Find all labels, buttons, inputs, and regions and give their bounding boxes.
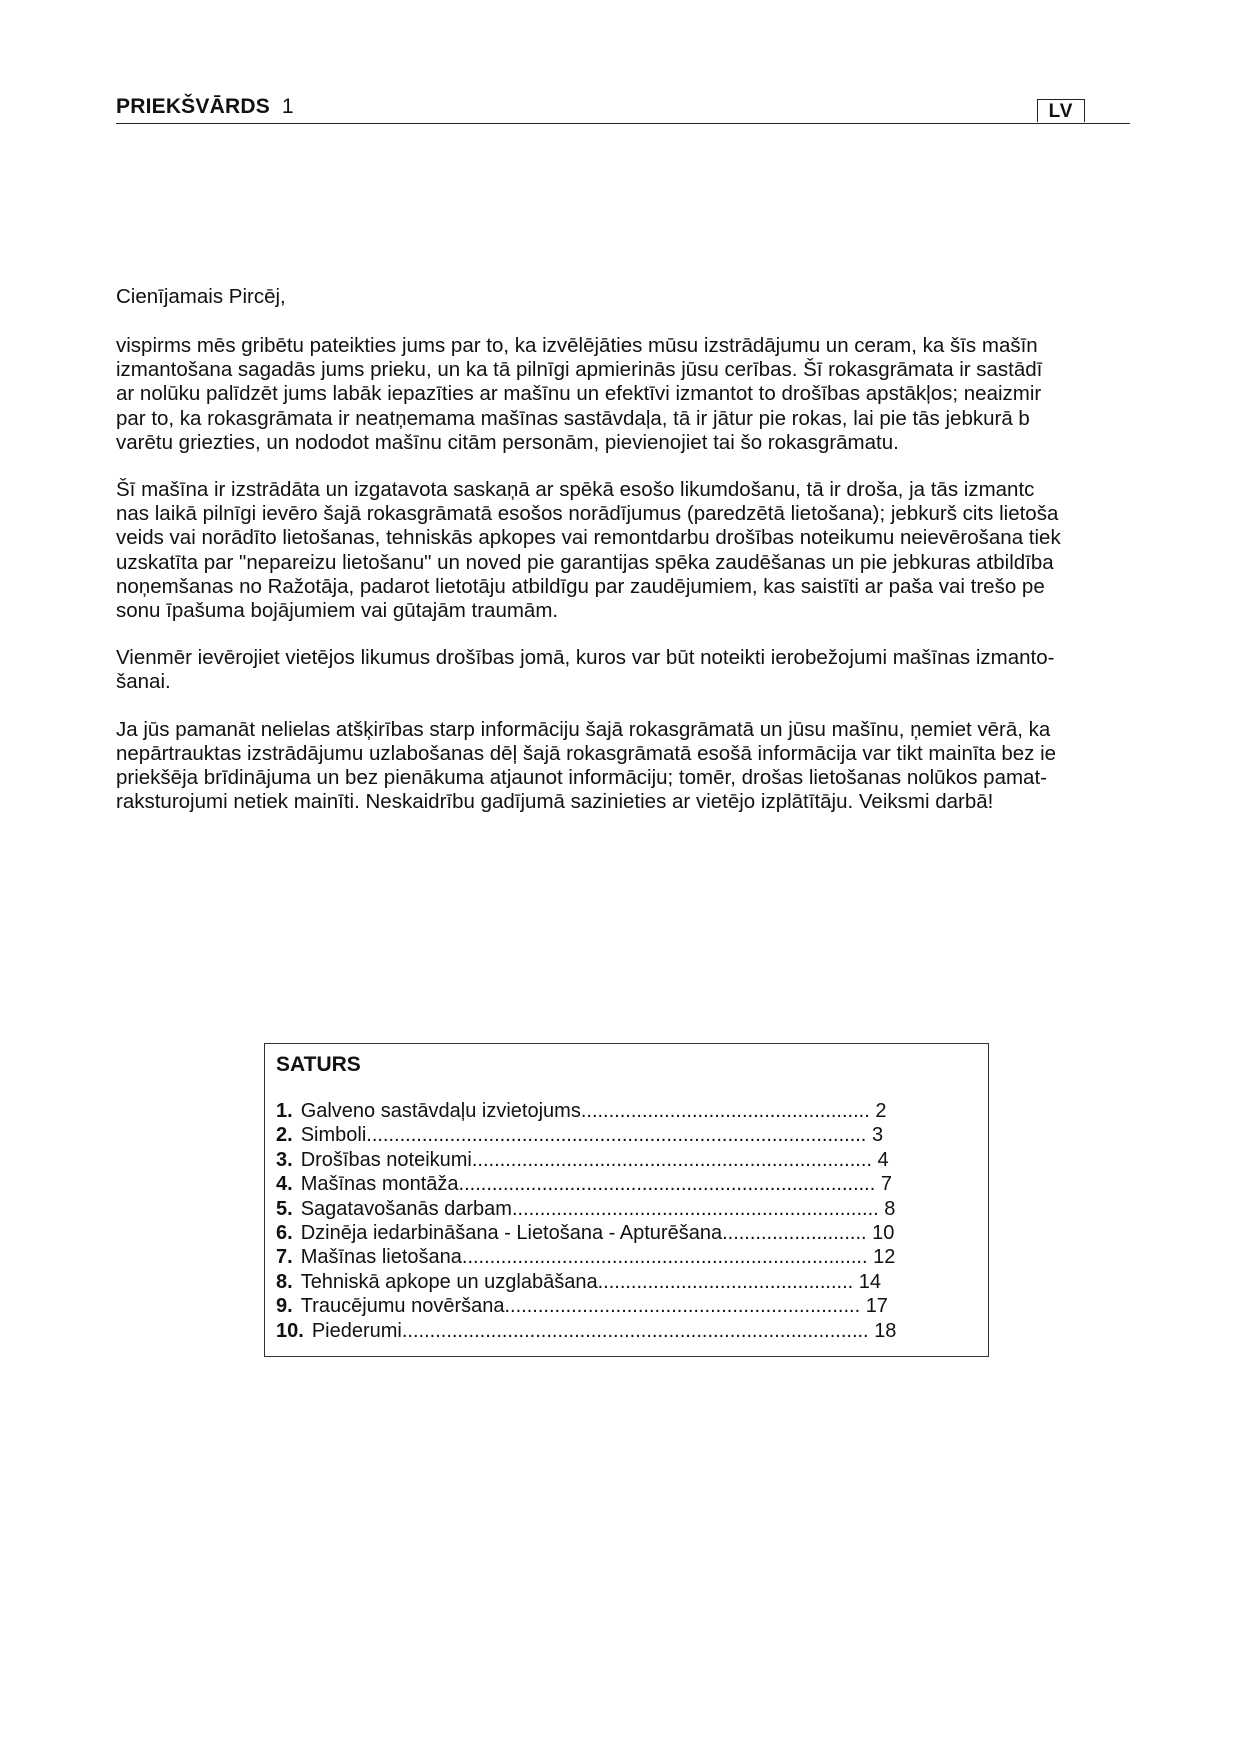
toc-leader-dots: .................................................................. <box>511 1197 879 1220</box>
text-line: priekšēja brīdinājuma un bez pienākuma atjaunot informāciju; tomēr, drošas lietošanas nolūkos pamat- <box>116 766 1047 790</box>
text-line: vispirms mēs gribētu pateikties jums par to, ka izvēlējāties mūsu izstrādājumu un ceram, ka šīs mašīn <box>116 334 1038 357</box>
toc-item-label: Mašīnas montāža <box>300 1173 459 1196</box>
toc-item-number: 10. <box>276 1319 304 1342</box>
toc-item-page: 14 <box>858 1270 882 1293</box>
toc-item-number: 8. <box>276 1270 293 1293</box>
toc-leader-dots: .................................................................................... <box>401 1319 869 1342</box>
text-line: par to, ka rokasgrāmata ir neatņemama mašīnas sastāvdaļa, tā ir jātur pie rokas, lai pie tās jebkurā b <box>116 406 1030 430</box>
toc-item-page: 18 <box>874 1319 897 1342</box>
toc-list <box>276 1099 1036 1343</box>
toc-item-label: Mašīnas lietošana <box>300 1246 462 1269</box>
toc-leader-dots: .............................................. <box>597 1270 854 1293</box>
toc-item-label: Galveno sastāvdaļu izvietojums <box>300 1100 581 1122</box>
section-heading <box>116 95 294 119</box>
toc-item-page: 3 <box>871 1124 884 1147</box>
toc-leader-dots: ......................................................................... <box>461 1246 868 1269</box>
toc-item-number: 4. <box>276 1173 293 1196</box>
toc-item-number: 5. <box>276 1197 293 1220</box>
toc-item-number: 3. <box>276 1148 293 1171</box>
text-line: uzskatīta par "nepareizu lietošanu" un noved pie garantijas spēka zaudēšanas un pie jebkuras atbildība <box>116 550 1054 574</box>
toc-item-label: Tehniskā apkope un uzglabāšana <box>300 1270 598 1293</box>
text-line: varētu griezties, un nododot mašīnu citām personām, pievienojiet tai šo rokasgrāmatu. <box>116 430 899 454</box>
toc-item[interactable] <box>276 1270 1036 1294</box>
page-header <box>116 95 1130 124</box>
toc-item-page: 8 <box>884 1197 896 1220</box>
text-line: nas laikā pilnīgi ievēro šajā rokasgrāmatā esošos norādījumus (paredzētā lietošana); jebkurš cits lietoša <box>116 502 1059 526</box>
table-of-contents <box>264 1043 989 1357</box>
toc-item-number: 7. <box>276 1246 293 1269</box>
section-title: PRIEKŠVĀRDS <box>116 95 270 118</box>
text-line: nepārtrauktas izstrādājumu uzlabošanas dēļ šajā rokasgrāmatā esošā informācija var tikt mainīta bez ie <box>116 741 1057 765</box>
toc-item[interactable] <box>276 1197 1036 1221</box>
toc-item-label: Drošības noteikumi <box>300 1148 472 1171</box>
toc-leader-dots: .......................................................................................... <box>366 1124 867 1147</box>
toc-item-label: Simboli <box>300 1124 367 1147</box>
toc-item-page: 2 <box>875 1100 887 1122</box>
toc-item-number: 2. <box>276 1124 293 1147</box>
toc-item-page: 4 <box>877 1148 889 1171</box>
toc-item[interactable] <box>276 1099 1036 1123</box>
toc-item[interactable] <box>276 1148 1036 1172</box>
toc-item-number: 6. <box>276 1221 293 1244</box>
page-number: 1 <box>281 95 294 118</box>
greeting: Cienījamais Pircēj, <box>116 285 286 308</box>
toc-item[interactable] <box>276 1294 1036 1318</box>
paragraph-local-laws <box>116 646 1241 694</box>
text-line: veids vai norādīto lietošanas, tehniskās apkopes vai remontdarbu drošības noteikumu neievērošana tiek <box>116 526 1061 550</box>
text-line: ar nolūku palīdzēt jums labāk iepazīties ar mašīnu un efektīvi izmantot to drošības apstākļos; neaizmir <box>116 382 1042 406</box>
toc-item-page: 12 <box>873 1246 896 1269</box>
toc-item-label: Piederumi <box>311 1319 402 1342</box>
toc-leader-dots: ........................................................................ <box>471 1148 872 1171</box>
text-line: izmantošana sagadās jums prieku, un ka tā pilnīgi apmierinās jūsu cerības. Šī rokasgrāmata ir sastādī <box>116 358 1043 382</box>
toc-item-label: Dzinēja iedarbināšana - Lietošana - Apturēšana <box>300 1221 723 1244</box>
toc-item-number: 9. <box>276 1295 293 1318</box>
toc-item[interactable] <box>276 1245 1036 1269</box>
toc-title: SATURS <box>276 1053 361 1076</box>
toc-item-number: 1. <box>276 1100 293 1122</box>
toc-item-label: Sagatavošanās darbam <box>300 1197 512 1220</box>
text-line: Ja jūs pamanāt nelielas atšķirības starp informāciju šajā rokasgrāmatā un jūsu mašīnu, ņemiet vērā, ka <box>116 717 1051 741</box>
paragraph-differences <box>116 718 1241 815</box>
toc-item-label: Traucējumu novēršana <box>300 1295 505 1318</box>
toc-item[interactable] <box>276 1319 1036 1343</box>
language-badge: LV <box>1037 99 1085 122</box>
toc-leader-dots: .................................................... <box>580 1100 870 1122</box>
toc-leader-dots: ........................................................................... <box>458 1173 876 1196</box>
text-line: raksturojumi netiek mainīti. Neskaidrību gadījumā sazinieties ar vietējo izplātītāju. Veiksmi darbā! <box>116 790 994 814</box>
toc-item[interactable] <box>276 1123 1036 1147</box>
toc-item[interactable] <box>276 1221 1036 1245</box>
paragraph-safety <box>116 478 1241 623</box>
foreword-body <box>116 284 1241 837</box>
toc-item-page: 10 <box>872 1221 895 1244</box>
toc-leader-dots: .......................... <box>722 1221 867 1244</box>
toc-item-page: 7 <box>880 1173 892 1196</box>
text-line: šanai. <box>116 670 171 694</box>
text-line: sonu īpašuma bojājumiem vai gūtajām traumām. <box>116 599 559 623</box>
text-line: noņemšanas no Ražotāja, padarot lietotāju atbildīgu par zaudējumiem, kas saistīti ar paša vai trešo pe <box>116 574 1045 598</box>
toc-leader-dots: ................................................................ <box>504 1295 861 1318</box>
toc-item[interactable] <box>276 1172 1036 1196</box>
paragraph-thanks <box>116 334 1241 455</box>
text-line: Šī mašīna ir izstrādāta un izgatavota saskaņā ar spēkā esošo likumdošanu, tā ir droša, ja tās izmantc <box>116 478 1035 502</box>
toc-item-page: 17 <box>865 1295 888 1318</box>
text-line: Vienmēr ievērojiet vietējos likumus drošības jomā, kuros var būt noteikti ierobežojumi mašīnas izmanto- <box>116 646 1055 670</box>
